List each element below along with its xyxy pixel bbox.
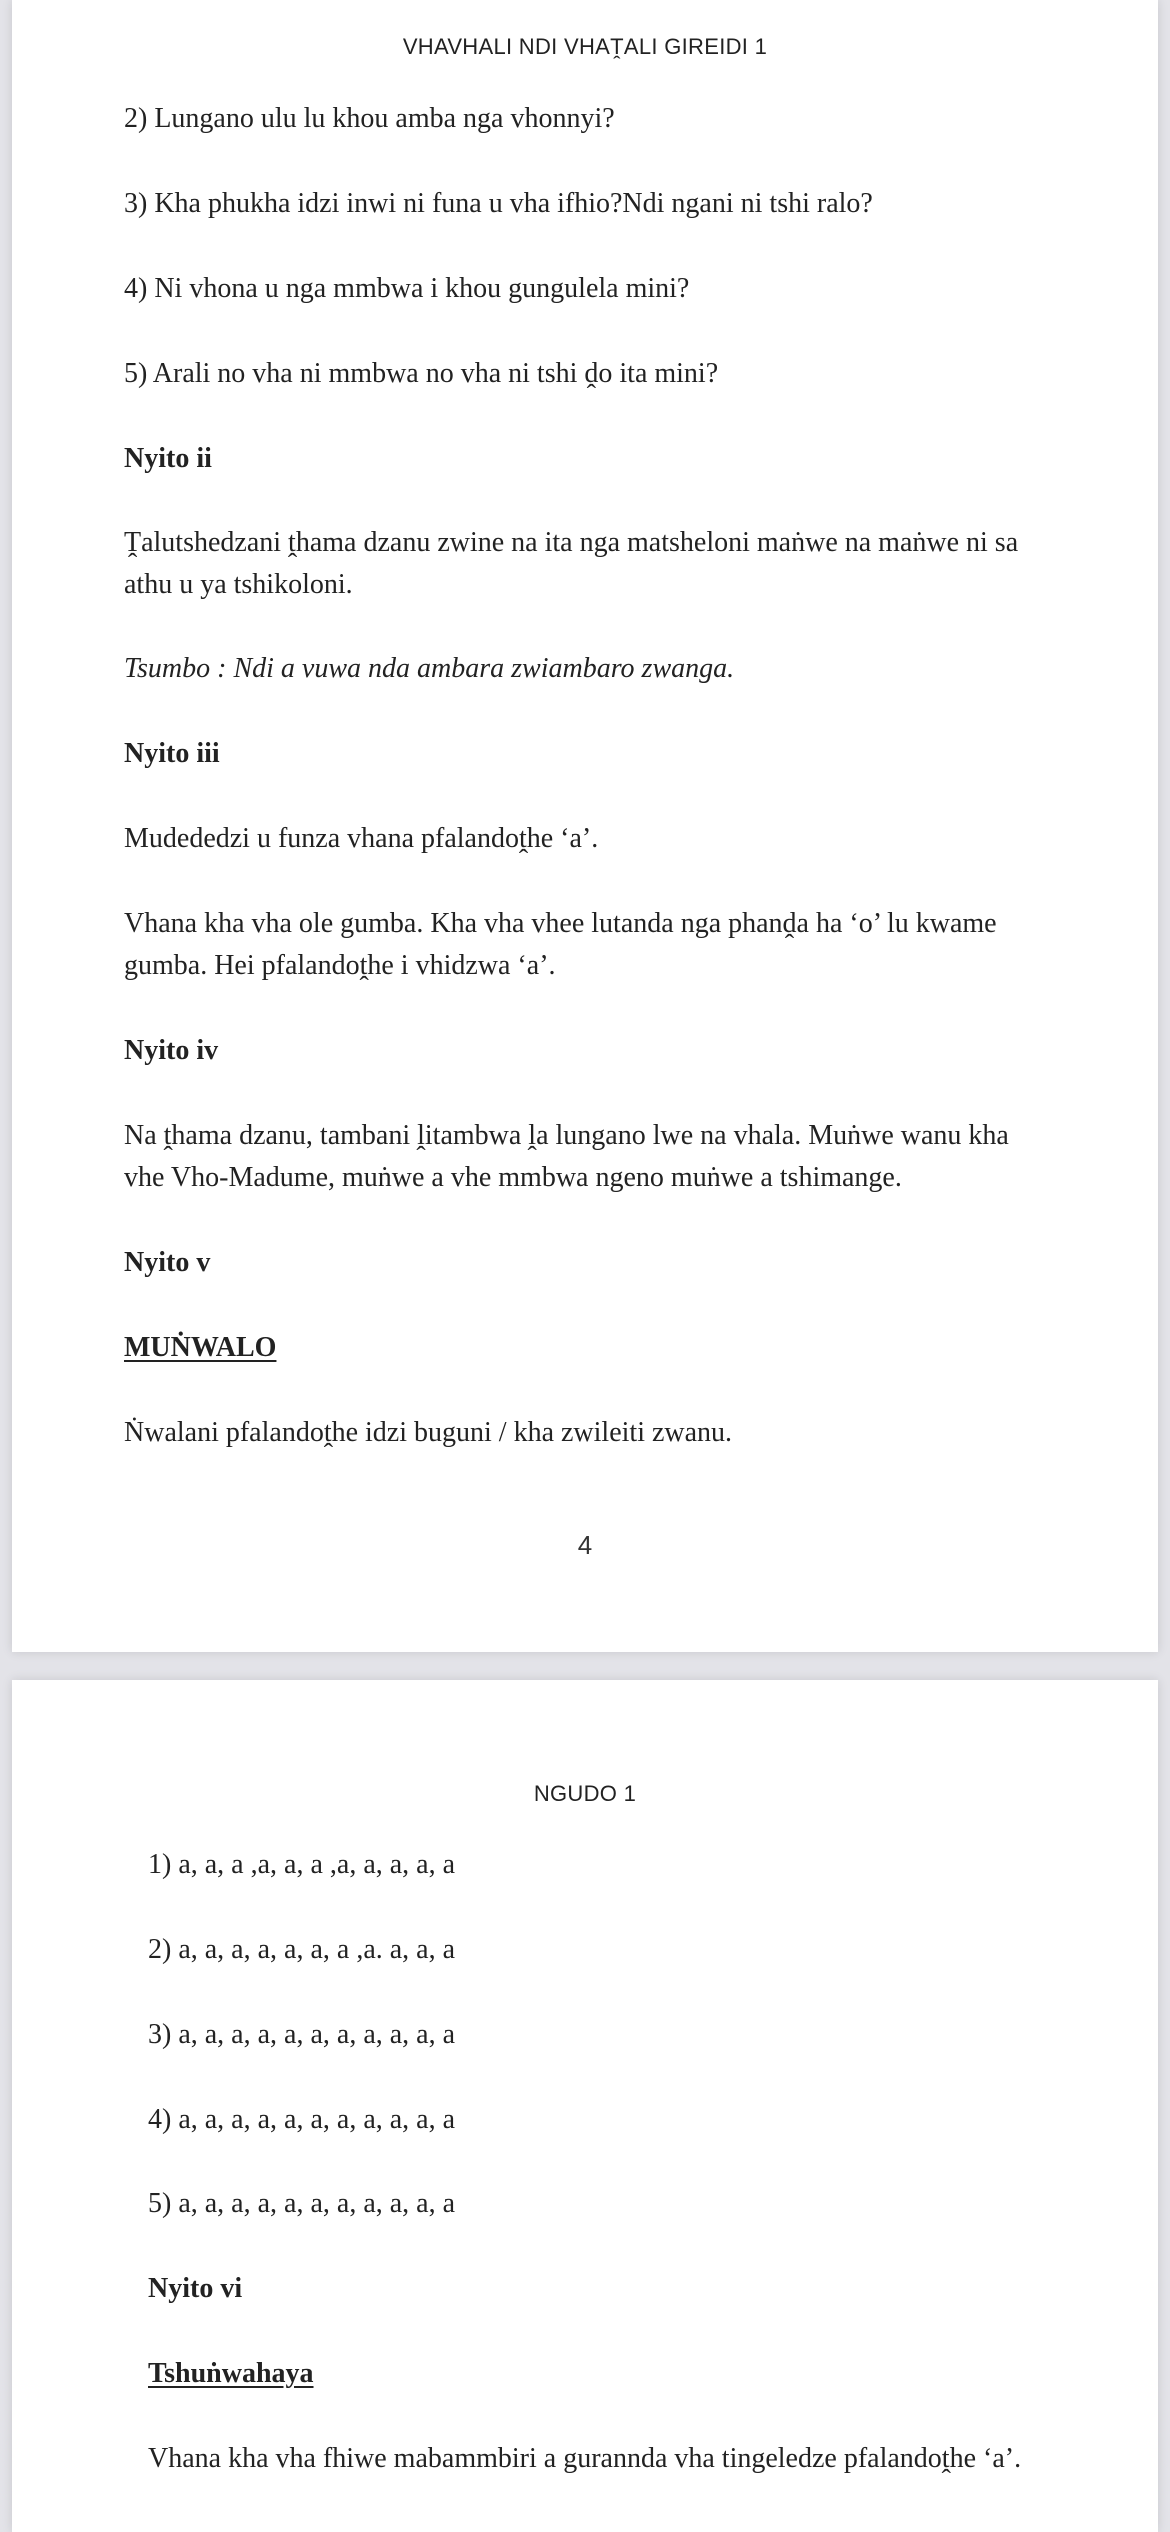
letter-row-5: 5) a, a, a, a, a, a, a, a, a, a, a bbox=[148, 2188, 456, 2219]
question-5: 5) Arali no vha ni mmbwa no vha ni tshi ḓo ita mini? bbox=[124, 358, 719, 389]
document-page-2 bbox=[12, 1680, 1158, 2532]
question-3: 3) Kha phukha idzi inwi ni funa u vha ifhio?Ndi ngani ni tshi ralo? bbox=[124, 188, 873, 219]
section-heading-v: Nyito v bbox=[124, 1247, 211, 1278]
section-v-text: Ṅwalani pfalandoṱhe idzi buguni / kha zwileiti zwanu. bbox=[124, 1417, 733, 1448]
question-2: 2) Lungano ulu lu khou amba nga vhonnyi? bbox=[124, 103, 615, 134]
section-vi-subheading: Tshuṅwahaya bbox=[148, 2358, 314, 2389]
section-ii-example: Tsumbo : Ndi a vuwa nda ambara zwiambaro zwanga. bbox=[124, 653, 735, 684]
question-4: 4) Ni vhona u nga mmbwa i khou gungulela mini? bbox=[124, 273, 690, 304]
letter-row-4: 4) a, a, a, a, a, a, a, a, a, a, a bbox=[148, 2104, 456, 2135]
section-heading-iv: Nyito iv bbox=[124, 1035, 219, 1066]
section-iii-text-2: Vhana kha vha ole gumba. Kha vha vhee lutanda nga phanḓa ha ‘o’ lu kwame gumba. Hei pfalandoṱhe i vhidzwa ‘a’. bbox=[124, 908, 997, 981]
letter-row-2: 2) a, a, a, a, a, a, a ,a. a, a, a bbox=[148, 1934, 456, 1965]
section-iv-text: Na ṱhama dzanu, tambani ḽitambwa ḽa lungano lwe na vhala. Muṅwe wanu kha vhe Vho-Madume, muṅwe a vhe mmbwa ngeno muṅwe a tshimange. bbox=[124, 1120, 1009, 1193]
section-iii-text-1: Mudededzi u funza vhana pfalandoṱhe ‘a’. bbox=[124, 823, 599, 854]
page-number: 4 bbox=[577, 1530, 593, 1560]
section-ii-text: Ṱalutshedzani ṱhama dzanu zwine na ita nga matsheloni maṅwe na maṅwe ni sa athu u ya tshikoloni. bbox=[124, 527, 1019, 600]
section-heading-ii: Nyito ii bbox=[124, 443, 212, 474]
section-v-subheading: MUṄWALO bbox=[124, 1332, 277, 1363]
page-header: NGUDO 1 bbox=[533, 1781, 637, 1806]
letter-row-3: 3) a, a, a, a, a, a, a, a, a, a, a bbox=[148, 2019, 456, 2050]
document-page-1 bbox=[12, 0, 1158, 1652]
letter-row-1: 1) a, a, a ,a, a, a ,a, a, a, a, a bbox=[148, 1849, 456, 1880]
page-header: VHAVHALI NDI VHAṰALI GIREIDI 1 bbox=[402, 34, 768, 59]
section-heading-vi: Nyito vi bbox=[148, 2273, 243, 2304]
section-vi-text: Vhana kha vha fhiwe mabammbiri a gurannda vha tingeledze pfalandoṱhe ‘a’. bbox=[148, 2443, 1022, 2474]
section-heading-iii: Nyito iii bbox=[124, 738, 220, 769]
